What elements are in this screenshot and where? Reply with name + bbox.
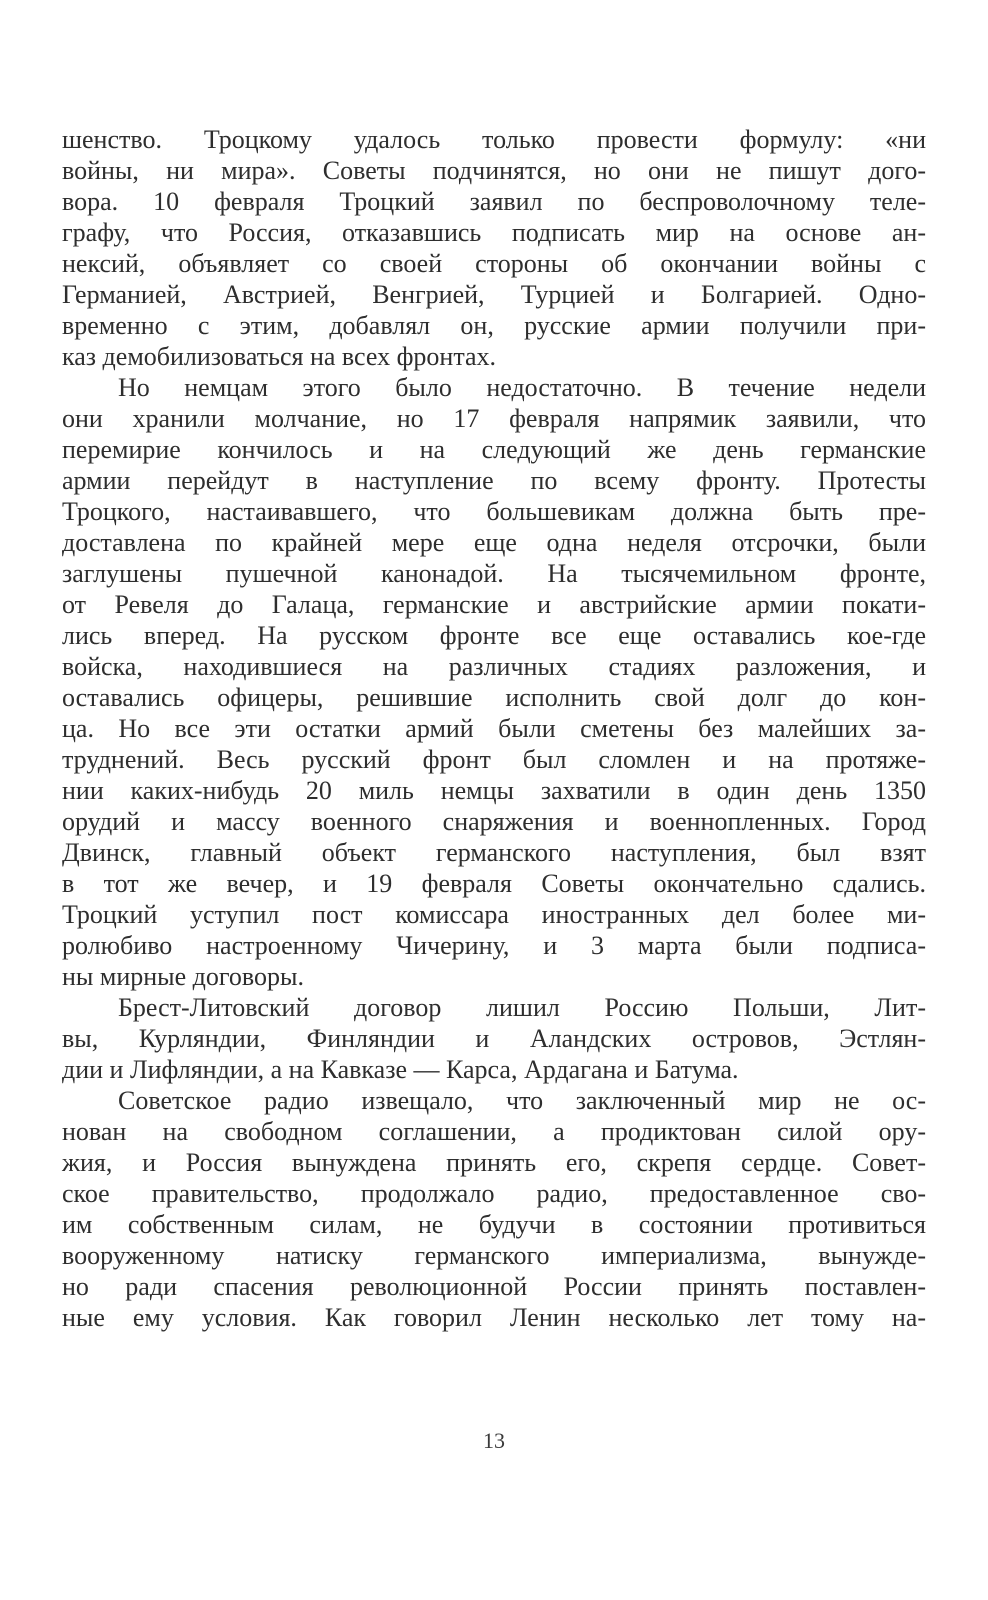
text-line: ца. Но все эти остатки армий были сметены без малейших за- xyxy=(62,714,926,743)
body-text xyxy=(62,124,926,1333)
text-line: вы, Курляндии, Финляндии и Аландских островов, Эстлян- xyxy=(62,1024,926,1053)
text-line: орудий и массу военного снаряжения и военнопленных. Город xyxy=(62,807,926,836)
text-line: ролюбиво настроенному Чичерину, и 3 марта были подписа- xyxy=(62,931,926,960)
text-line: им собственным силам, не будучи в состоянии противиться xyxy=(62,1210,926,1239)
text-line: труднений. Весь русский фронт был сломлен и на протяже- xyxy=(62,745,926,774)
text-line: вооруженному натиску германского империализма, вынужде- xyxy=(62,1241,926,1270)
text-line: вора. 10 февраля Троцкий заявил по беспроволочному теле- xyxy=(62,187,926,216)
text-line: ны мирные договоры. xyxy=(62,962,304,991)
text-line: временно с этим, добавлял он, русские армии получили при- xyxy=(62,311,926,340)
text-line: графу, что Россия, отказавшись подписать мир на основе ан- xyxy=(62,218,926,247)
text-line: жия, и Россия вынуждена принять его, скрепя сердце. Совет- xyxy=(62,1148,926,1177)
text-line: заглушены пушечной канонадой. На тысячемильном фронте, xyxy=(62,559,926,588)
text-line: Советское радио извещало, что заключенный мир не ос- xyxy=(118,1086,926,1115)
text-line: в тот же вечер, и 19 февраля Советы окончательно сдались. xyxy=(62,869,926,898)
text-line: Троцкого, настаивавшего, что большевикам должна быть пре- xyxy=(62,497,926,526)
text-line: войска, находившиеся на различных стадиях разложения, и xyxy=(62,652,926,681)
text-line: нии каких-нибудь 20 миль немцы захватили в один день 1350 xyxy=(62,776,926,805)
text-line: Троцкий уступил пост комиссара иностранных дел более ми- xyxy=(62,900,926,929)
text-line: лись вперед. На русском фронте все еще оставались кое-где xyxy=(62,621,926,650)
text-line: оставались офицеры, решившие исполнить свой долг до кон- xyxy=(62,683,926,712)
text-line: доставлена по крайней мере еще одна неделя отсрочки, были xyxy=(62,528,926,557)
text-line: они хранили молчание, но 17 февраля напрямик заявили, что xyxy=(62,404,926,433)
text-line: нексий, объявляет со своей стороны об окончании войны с xyxy=(62,249,926,278)
text-line: Но немцам этого было недостаточно. В течение недели xyxy=(118,373,926,402)
page-number: 13 xyxy=(483,1428,505,1453)
text-line: дии и Лифляндии, а на Кавказе — Карса, Ардагана и Батума. xyxy=(62,1055,739,1084)
text-line: Двинск, главный объект германского наступления, был взят xyxy=(62,838,926,867)
text-line: Брест-Литовский договор лишил Россию Польши, Лит- xyxy=(118,993,926,1022)
text-line: Германией, Австрией, Венгрией, Турцией и Болгарией. Одно- xyxy=(62,280,926,309)
text-line: ные ему условия. Как говорил Ленин несколько лет тому на- xyxy=(62,1303,926,1332)
text-line: ское правительство, продолжало радио, предоставленное сво- xyxy=(62,1179,926,1208)
text-line: от Ревеля до Галаца, германские и австрийские армии покати- xyxy=(62,590,926,619)
text-line: но ради спасения революционной России принять поставлен- xyxy=(62,1272,926,1301)
text-line: шенство. Троцкому удалось только провести формулу: «ни xyxy=(62,125,926,154)
text-line: войны, ни мира». Советы подчинятся, но они не пишут дого- xyxy=(62,156,926,185)
text-line: каз демобилизоваться на всех фронтах. xyxy=(62,342,497,371)
text-line: армии перейдут в наступление по всему фронту. Протесты xyxy=(62,466,926,495)
text-line: нован на свободном соглашении, а продиктован силой ору- xyxy=(62,1117,926,1146)
text-line: перемирие кончилось и на следующий же день германские xyxy=(62,435,926,464)
